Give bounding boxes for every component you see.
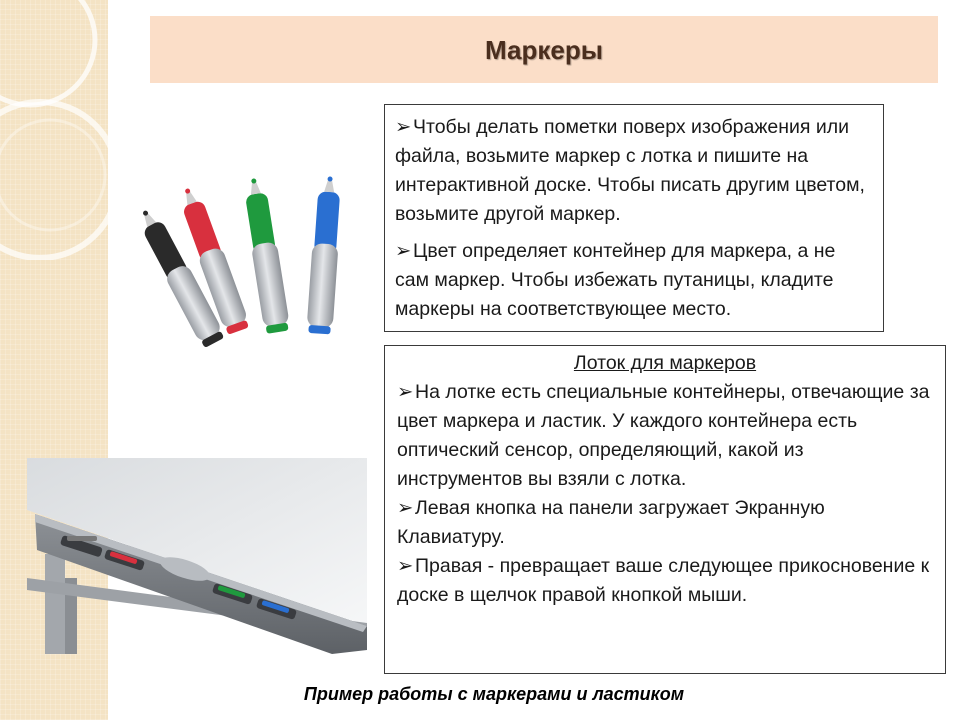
arrow-bullet-icon: ➢	[395, 240, 412, 262]
info-paragraph	[397, 494, 933, 552]
info-paragraph	[397, 552, 933, 610]
page-title: Маркеры	[485, 35, 603, 65]
paragraph-text: Правая - превращает ваше следующее прикосновение к доске в щелчок правой кнопкой мыши.	[397, 555, 930, 606]
paragraph-text: Левая кнопка на панели загружает Экранную Клавиатуру.	[397, 497, 825, 548]
title-bar	[150, 16, 938, 83]
tray-info-box	[384, 345, 946, 674]
paragraph-text: Чтобы делать пометки поверх изображения или файла, возьмите маркер с лотка и пишите на интерактивной доске. Чтобы писать другим цветом, возьмите другой маркер.	[395, 116, 865, 225]
board-tray-image	[27, 458, 367, 654]
arrow-bullet-icon: ➢	[395, 116, 412, 138]
info-paragraph	[395, 237, 871, 324]
arrow-bullet-icon: ➢	[397, 555, 414, 577]
marker-blue	[306, 176, 343, 335]
paragraph-text: На лотке есть специальные контейнеры, отвечающие за цвет маркера и ластик. У каждого контейнера есть оптический сенсор, определяющий, какой из инструментов вы взяли с лотка.	[397, 381, 930, 490]
image-caption: Пример работы с маркерами и ластиком	[303, 684, 685, 704]
paragraph-text: Цвет определяет контейнер для маркера, а не сам маркер. Чтобы избежать путаницы, кладите маркеры на соответствующее место.	[395, 240, 836, 320]
info-paragraph	[395, 113, 871, 229]
tray-box-heading: Лоток для маркеров	[573, 352, 757, 374]
arrow-bullet-icon: ➢	[397, 381, 414, 403]
info-paragraph	[397, 378, 933, 494]
arrow-bullet-icon: ➢	[397, 497, 414, 519]
markers-info-box	[384, 104, 884, 332]
markers-image	[112, 166, 362, 362]
marker-green	[241, 177, 291, 335]
